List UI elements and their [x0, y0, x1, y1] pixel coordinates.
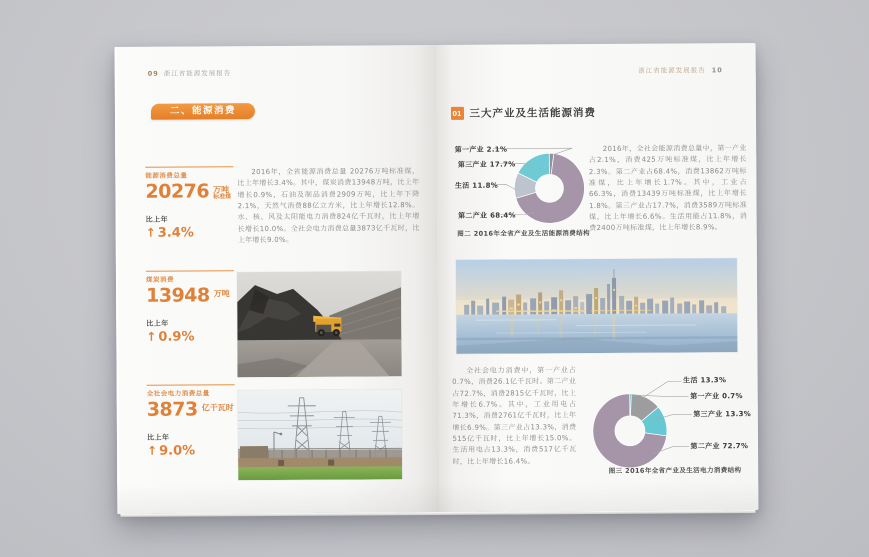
figure3-caption: 图三 2016年全省产业及生活电力消费结构	[608, 466, 742, 475]
figure2-caption: 图二 2016年全省产业及生活能源消费结构	[457, 229, 591, 238]
up-arrow-icon: ↑	[146, 329, 157, 344]
section-heading-text: 三大产业及生活能源消费	[469, 107, 597, 120]
up-arrow-icon: ↑	[147, 443, 158, 458]
stat-label: 能源消费总量	[145, 171, 188, 180]
open-report-spread	[115, 43, 759, 514]
stat-electricity-consumption-total	[147, 384, 237, 459]
stat-unit-2: 标准煤	[213, 193, 232, 201]
donut-chart-electricity-structure	[589, 391, 669, 471]
left-page-header	[148, 68, 232, 78]
yoy-value: 0.9%	[158, 329, 195, 345]
report-page-left	[115, 45, 438, 514]
yoy-label: 比上年	[146, 319, 169, 328]
chart-label-secondary-industry: 第二产业 68.4%	[458, 211, 516, 220]
stat-divider-line	[147, 384, 235, 386]
stat-coal-consumption	[146, 270, 236, 345]
chart-label-residential: 生活 11.8%	[454, 181, 499, 190]
coal-mine-illustration	[237, 271, 402, 377]
stat-unit: 万吨	[213, 289, 230, 299]
yoy-label: 比上年	[145, 215, 169, 224]
left-page-paragraph: 2016年，全省能源消费总量 20276万吨标准煤，比上年增长3.4%。其中，煤炭消费13948万吨，比上年增长0.9%，石油及制品消费2909万吨，比上年下降2.1%，天然气消费88亿立方米，比上年增长12.8%。水、核、风及太阳能电力消费824亿千瓦时，比上年增长增长10.0%。全社会电力消费总量3873亿千瓦时，比上年增长9.0%。	[237, 167, 420, 245]
stat-value: 3873	[146, 398, 198, 421]
stat-value: 20276	[145, 180, 210, 203]
yoy-value: 9.0%	[159, 443, 196, 459]
left-header-title: 浙江省能源发展报告	[163, 69, 232, 78]
stat-unit: 亿千瓦时	[201, 403, 234, 413]
section-heading-industries	[450, 105, 596, 121]
right-header-title: 浙江省能源发展报告	[638, 66, 706, 75]
chart-label-tertiary-industry: 第三产业 17.7%	[457, 160, 516, 169]
donut-chart-energy-structure	[511, 150, 587, 226]
stat-unit: 万吨	[213, 185, 230, 195]
stat-divider-line	[145, 166, 233, 168]
photo-coal-mine	[237, 271, 402, 377]
photo-city-skyline	[455, 258, 737, 354]
yoy-label: 比上年	[146, 433, 170, 442]
chart-label-primary-industry: 第一产业 0.7%	[690, 392, 743, 401]
chart-label-primary-industry: 第一产业 2.1%	[454, 145, 508, 154]
power-substation-illustration	[238, 389, 403, 480]
right-page-header	[638, 65, 723, 75]
chart-label-residential: 生活 13.3%	[683, 376, 727, 385]
up-arrow-icon: ↑	[145, 225, 156, 240]
stat-value: 13948	[146, 284, 210, 307]
stat-divider-line	[146, 270, 234, 272]
stat-label: 全社会电力消费总量	[146, 389, 210, 398]
yoy-value: 3.4%	[157, 225, 194, 241]
chart-label-tertiary-industry: 第三产业 13.3%	[693, 410, 752, 419]
stat-energy-consumption-total	[145, 166, 235, 241]
photo-power-substation	[238, 389, 403, 480]
report-page-right	[435, 43, 758, 512]
section-number-badge: 01	[450, 107, 463, 120]
right-page-paragraph-electricity: 全社会电力消费中，第一产业占0.7%，消费26.1亿千瓦时。第二产业占72.7%，消费2815亿千瓦时，比上年增长6.7%。其中，工业用电占71.3%，消费2761亿千瓦时，比上年增长6.9%。第三产业占13.3%，消费515亿千瓦时，比上年增长15.0%。生活用电占13.3%，消费517亿千瓦时，比上年增长16.4%。	[452, 366, 577, 466]
stat-label: 煤炭消费	[145, 275, 175, 284]
left-page-number: 09	[147, 69, 159, 78]
chart-label-secondary-industry: 第二产业 72.7%	[690, 442, 749, 451]
right-page-paragraph-energy: 2016年，全社会能源消费总量中，第一产业占2.1%，消费425万吨标准煤，比上年增长2.3%。第二产业占68.4%，消费13862万吨标准煤，比上年增长1.7%。其中，工业占66.3%，消费13439万吨标准煤，比上年增长1.8%。第三产业占17.7%，消费3589万吨标准煤，比上年增长6.6%。生活用能占11.8%，消费2400万吨标准煤，比上年增长8.9%。	[588, 144, 748, 233]
right-page-number: 10	[711, 66, 723, 75]
city-skyline-illustration	[455, 258, 737, 354]
section-title-energy-consumption: 二、能源消费	[151, 103, 255, 120]
